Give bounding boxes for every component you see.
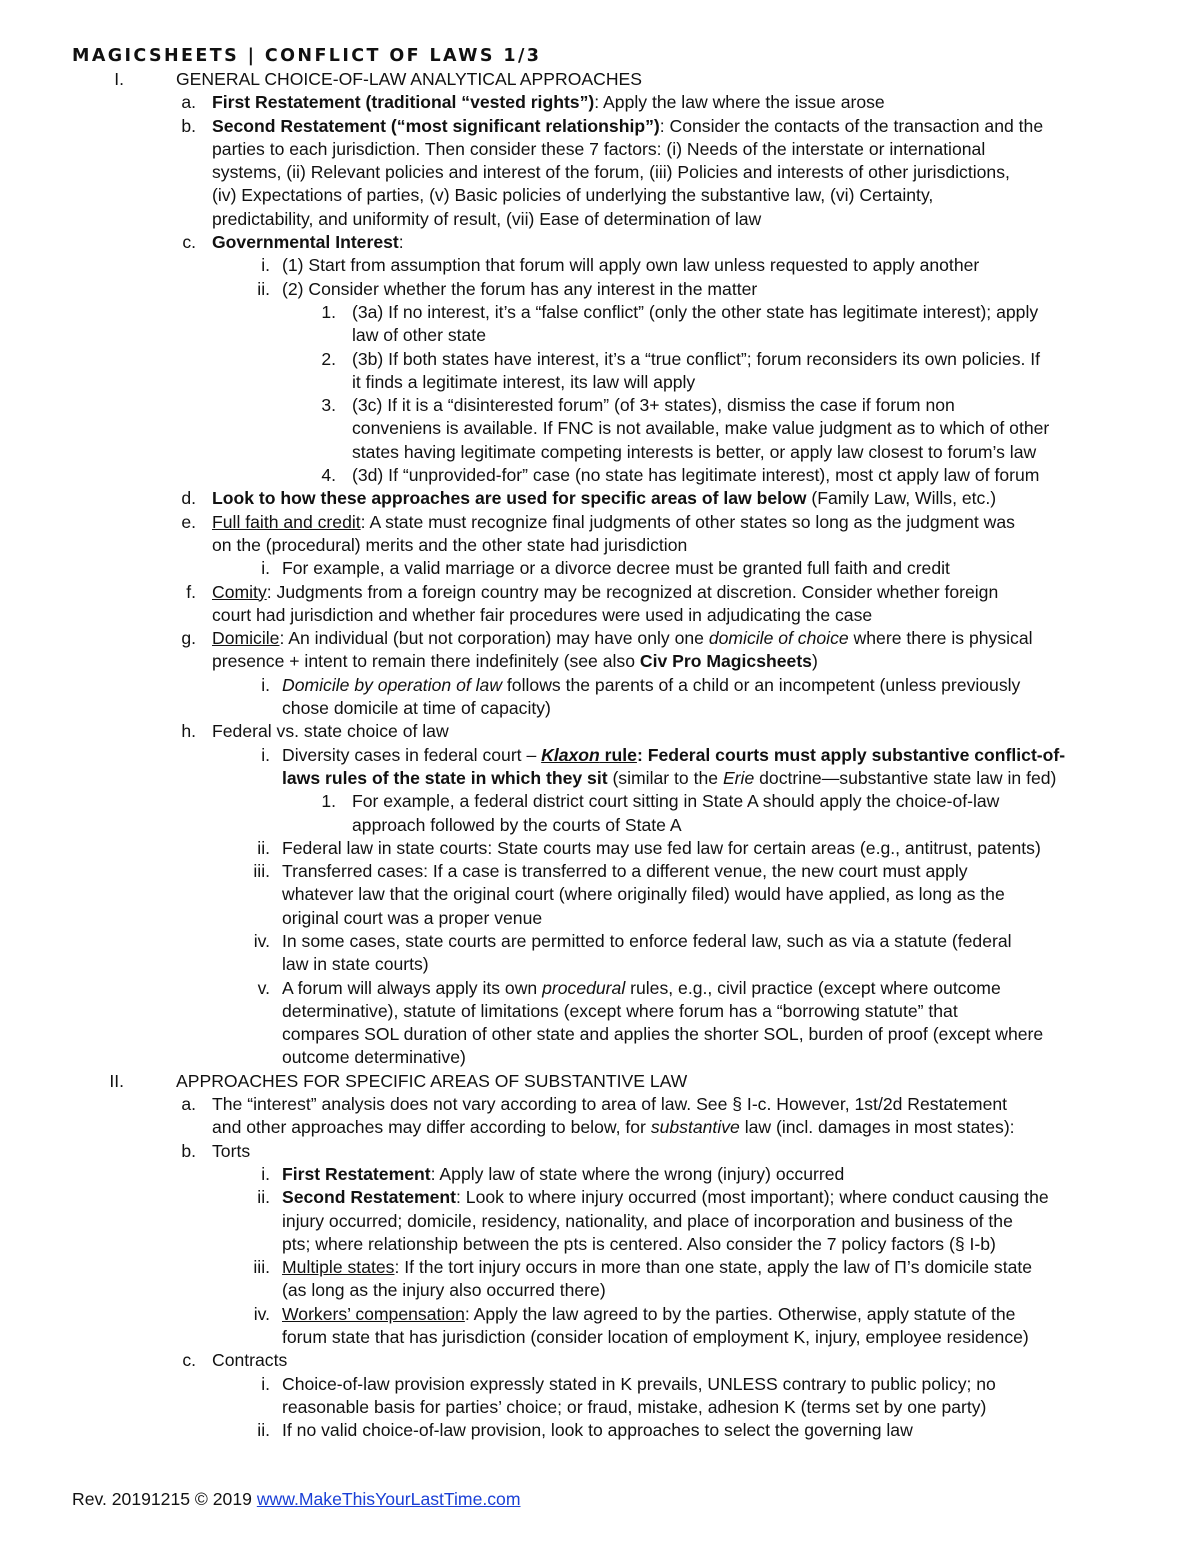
text-run: (similar to the [607, 767, 723, 788]
outline-line [72, 581, 1138, 604]
outline-line [72, 883, 1138, 906]
text-run: : Apply the law agreed to by the parties. Otherwise, apply statute of the [464, 1303, 1016, 1324]
outline-line [72, 1233, 1138, 1256]
text-run: Second Restatement (“most significant relationship”) [212, 115, 660, 136]
outline-line [72, 1396, 1138, 1419]
text-run: conveniens is available. If FNC is not available, make value judgment as to which of other [352, 418, 1050, 439]
text-run: whatever law that the original court (where originally filed) would have applied, as long as the [282, 884, 1005, 905]
outline-line [72, 1116, 1138, 1139]
list-marker: 2. [321, 348, 336, 369]
list-marker: a. [181, 1094, 196, 1115]
text-run: For example, a federal district court sitting in State A should apply the choice-of-law [352, 791, 1000, 812]
text-run: A forum will always apply its own [282, 977, 543, 998]
text-run: it finds a legitimate interest, its law will apply [352, 371, 696, 392]
text-run: APPROACHES FOR SPECIFIC AREAS OF SUBSTANTIVE LAW [176, 1070, 688, 1091]
outline-line [72, 91, 1138, 114]
outline-line [72, 115, 1138, 138]
list-marker: h. [181, 721, 196, 742]
text-run: substantive [650, 1117, 740, 1138]
text-run: GENERAL CHOICE-OF-LAW ANALYTICAL APPROACHES [176, 69, 643, 89]
text-run: injury occurred; domicile, residency, nationality, and place of incorporation and business of the [282, 1210, 1013, 1231]
text-run: court had jurisdiction and whether fair procedures were used in adjudicating the case [212, 604, 873, 625]
text-run: For example, a valid marriage or a divorce decree must be granted full faith and credit [282, 558, 950, 579]
text-run: rules, e.g., civil practice (except where outcome [625, 977, 1001, 998]
outline-line [72, 394, 1138, 417]
text-run: First Restatement [282, 1163, 431, 1184]
document-page [72, 44, 1138, 1443]
text-run: parties to each jurisdiction. Then consider these 7 factors: (i) Needs of the interstate or international [212, 138, 986, 159]
list-marker: i. [261, 558, 270, 579]
text-run: domicile of choice [708, 628, 849, 649]
list-marker: ii. [257, 837, 270, 858]
outline-line [72, 231, 1138, 254]
text-run: : Apply law of state where the wrong (injury) occurred [430, 1163, 845, 1184]
text-run: Transferred cases: If a case is transferred to a different venue, the new court must apply [282, 861, 968, 882]
outline-line [72, 790, 1138, 813]
outline-line [72, 814, 1138, 837]
footer-revision-text: Rev. 20191215 © 2019 [72, 1489, 257, 1509]
list-marker: c. [182, 1350, 196, 1371]
text-run: systems, (ii) Relevant policies and interest of the forum, (iii) Policies and interests of other jurisdictions, [212, 162, 1010, 183]
text-run: law (incl. damages in most states): [739, 1117, 1015, 1138]
text-run: (3c) If it is a “disinterested forum” (of 3+ states), dismiss the case if forum non [352, 395, 955, 416]
outline-line [72, 953, 1138, 976]
text-run: original court was a proper venue [282, 907, 543, 928]
list-marker: i. [261, 674, 270, 695]
footer-website-link[interactable]: www.MakeThisYourLastTime.com [256, 1489, 521, 1509]
outline-line [72, 1210, 1138, 1233]
text-run: rule [599, 744, 637, 765]
outline-line [72, 1070, 1138, 1093]
text-run: presence + intent to remain there indefinitely (see also [212, 651, 640, 672]
list-marker: g. [181, 628, 196, 649]
text-run: Look to how these approaches are used for specific areas of law below [212, 488, 807, 509]
text-run: Federal law in state courts: State courts may use fed law for certain areas (e.g., antitrust, patents) [282, 837, 1041, 858]
list-marker: i. [261, 744, 270, 765]
text-run: outcome determinative) [282, 1047, 466, 1068]
text-run: : [398, 232, 404, 253]
outline-line [72, 138, 1138, 161]
text-run: compares SOL duration of other state and applies the shorter SOL, burden of proof (except where [282, 1024, 1044, 1045]
text-run: states having legitimate competing interests is better, or apply law closest to forum’s law [352, 441, 1037, 462]
text-run: Domicile by operation of law [282, 674, 503, 695]
page-title: MAGICSHEETS | CONFLICT OF LAWS 1/3 [72, 46, 542, 66]
text-run: forum state that has jurisdiction (consider location of employment K, injury, employee residence) [282, 1327, 1029, 1348]
outline-line [72, 1000, 1138, 1023]
outline-line [72, 744, 1138, 767]
outline-line [72, 184, 1138, 207]
text-run: : Look to where injury occurred (most important); where conduct causing the [456, 1187, 1049, 1208]
outline-line [72, 441, 1138, 464]
list-marker: iii. [253, 1257, 270, 1278]
text-run: (1) Start from assumption that forum will apply own law unless requested to apply another [282, 255, 980, 276]
outline-line [72, 557, 1138, 580]
list-marker: c. [182, 232, 196, 253]
list-marker: b. [181, 115, 196, 136]
text-run: Second Restatement [282, 1187, 457, 1208]
text-run: Civ Pro Magicsheets [639, 651, 812, 672]
text-run: The “interest” analysis does not vary according to area of law. See § I-c. However, 1st/2d Restatement [212, 1094, 1008, 1115]
outline-line [72, 417, 1138, 440]
outline-line [72, 1093, 1138, 1116]
list-marker: ii. [257, 1420, 270, 1441]
outline-line [72, 1419, 1138, 1442]
text-run: Klaxon [541, 744, 600, 765]
outline-line [72, 1140, 1138, 1163]
text-run: ) [811, 651, 818, 672]
text-run: (2) Consider whether the forum has any interest in the matter [282, 278, 758, 299]
text-run: law of other state [352, 325, 486, 346]
text-run: approach followed by the courts of State A [352, 814, 682, 835]
outline-line [72, 650, 1138, 673]
outline-line [72, 301, 1138, 324]
outline-line [72, 348, 1138, 371]
outline-body [72, 68, 1138, 1443]
text-run: laws rules of the state in which they sit [282, 767, 608, 788]
outline-line [72, 674, 1138, 697]
text-run: (as long as the injury also occurred there) [282, 1280, 606, 1301]
outline-line [72, 1303, 1138, 1326]
text-run: procedural [542, 977, 626, 998]
list-marker: i. [261, 255, 270, 276]
text-run: Domicile [212, 628, 280, 649]
outline-line [72, 1023, 1138, 1046]
list-marker: a. [181, 92, 196, 113]
outline-line [72, 907, 1138, 930]
text-run: : Federal courts must apply substantive conflict-of- [636, 744, 1066, 765]
text-run: : If the tort injury occurs in more than one state, apply the law of Π’s domicile state [394, 1257, 1033, 1278]
text-run: follows the parents of a child or an incompetent (unless previously [502, 674, 1021, 695]
outline-line [72, 697, 1138, 720]
text-run: : Judgments from a foreign country may be recognized at discretion. Consider whether foreign [266, 581, 999, 602]
text-run: : Consider the contacts of the transaction and the [659, 115, 1044, 136]
list-marker: i. [261, 1373, 270, 1394]
text-run: First Restatement (traditional “vested rights”) [212, 92, 595, 113]
outline-line [72, 720, 1138, 743]
outline-line [72, 464, 1138, 487]
outline-line [72, 534, 1138, 557]
text-run: Contracts [212, 1350, 288, 1371]
outline-line [72, 1256, 1138, 1279]
list-marker: b. [181, 1140, 196, 1161]
list-marker: 1. [321, 791, 336, 812]
footer [72, 1488, 520, 1511]
text-run: (3a) If no interest, it’s a “false conflict” (only the other state has legitimate interest); apply [352, 301, 1039, 322]
list-marker: I. [114, 69, 124, 89]
text-run: pts; where relationship between the pts is centered. Also consider the 7 policy factors (§ I-b) [282, 1233, 996, 1254]
text-run: : A state must recognize final judgments of other states so long as the judgment was [360, 511, 1015, 532]
outline-line [72, 68, 1138, 91]
text-run: on the (procedural) merits and the other state had jurisdiction [212, 534, 688, 555]
outline-line [72, 371, 1138, 394]
list-marker: ii. [257, 1187, 270, 1208]
list-marker: iii. [253, 861, 270, 882]
outline-line [72, 1279, 1138, 1302]
text-run: Comity [212, 581, 267, 602]
text-run: chose domicile at time of capacity) [282, 698, 551, 719]
outline-line [72, 1163, 1138, 1186]
outline-line [72, 208, 1138, 231]
outline-line [72, 767, 1138, 790]
outline-line [72, 1186, 1138, 1209]
text-run: law in state courts) [282, 954, 429, 975]
outline-line [72, 324, 1138, 347]
outline-line [72, 254, 1138, 277]
outline-line [72, 837, 1138, 860]
text-run: Full faith and credit [212, 511, 361, 532]
list-marker: v. [257, 977, 270, 998]
text-run: (3d) If “unprovided-for” case (no state has legitimate interest), most ct apply law of forum [352, 465, 1040, 486]
outline-line [72, 487, 1138, 510]
text-run: Federal vs. state choice of law [212, 721, 449, 742]
text-run: Torts [212, 1140, 251, 1161]
text-run: predictability, and uniformity of result, (vii) Ease of determination of law [212, 208, 762, 229]
outline-line [72, 930, 1138, 953]
text-run: : Apply the law where the issue arose [594, 92, 885, 113]
text-run: reasonable basis for parties’ choice; or fraud, mistake, adhesion K (terms set by one party) [282, 1396, 987, 1417]
text-run: Choice-of-law provision expressly stated in K prevails, UNLESS contrary to public policy; no [282, 1373, 996, 1394]
outline-line [72, 1349, 1138, 1372]
text-run: Workers’ compensation [282, 1303, 465, 1324]
text-run: doctrine—substantive state law in fed) [754, 767, 1057, 788]
outline-line [72, 604, 1138, 627]
text-run: In some cases, state courts are permitted to enforce federal law, such as via a statute (federal [282, 930, 1012, 951]
outline-line [72, 1373, 1138, 1396]
list-marker: i. [261, 1163, 270, 1184]
text-run: If no valid choice-of-law provision, look to approaches to select the governing law [282, 1420, 913, 1441]
text-run: (Family Law, Wills, etc.) [806, 488, 997, 509]
outline-line [72, 1046, 1138, 1069]
text-run: determinative), statute of limitations (except where forum has a “borrowing statute” that [282, 1000, 958, 1021]
list-marker: II. [109, 1070, 124, 1091]
list-marker: ii. [257, 278, 270, 299]
outline-line [72, 977, 1138, 1000]
list-marker: f. [186, 581, 196, 602]
list-marker: 3. [321, 395, 336, 416]
outline-line [72, 1326, 1138, 1349]
outline-line [72, 627, 1138, 650]
outline-line [72, 278, 1138, 301]
text-run: : An individual (but not corporation) may have only one [279, 628, 709, 649]
text-run: Multiple states [282, 1257, 395, 1278]
text-run: where there is physical [848, 628, 1033, 649]
list-marker: e. [181, 511, 196, 532]
text-run: and other approaches may differ according to below, for [212, 1117, 651, 1138]
list-marker: iv. [253, 930, 270, 951]
text-run: Diversity cases in federal court – [282, 744, 542, 765]
text-run: Erie [722, 767, 755, 788]
outline-line [72, 161, 1138, 184]
list-marker: iv. [253, 1303, 270, 1324]
text-run: (iv) Expectations of parties, (v) Basic policies of underlying the substantive law, (vi) Certainty, [212, 185, 934, 206]
outline-line [72, 511, 1138, 534]
list-marker: 1. [321, 301, 336, 322]
list-marker: 4. [321, 465, 336, 486]
list-marker: d. [181, 488, 196, 509]
text-run: (3b) If both states have interest, it’s a “true conflict”; forum reconsiders its own policies. If [352, 348, 1041, 369]
outline-line [72, 860, 1138, 883]
text-run: Governmental Interest [212, 232, 399, 253]
